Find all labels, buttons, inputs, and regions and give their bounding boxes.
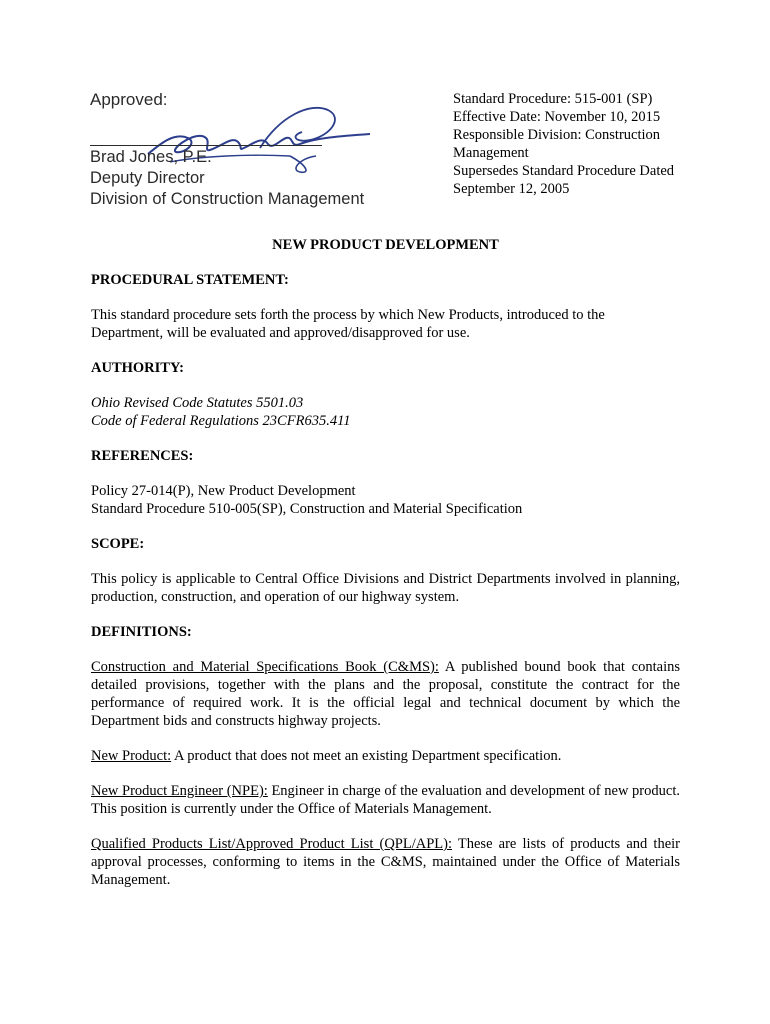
scope-heading: SCOPE: xyxy=(91,536,145,552)
definition-term: Qualified Products List/Approved Product List (QPL/APL): xyxy=(91,836,452,852)
definition-item xyxy=(91,747,680,765)
definition-text: These are lists of products and their approval processes, conforming to items in the C&MS, maintained under the Office of Materials Management. xyxy=(91,836,681,888)
definition-item xyxy=(91,835,680,889)
approver-title: Deputy Director xyxy=(90,169,205,187)
definition-text: A product that does not meet an existing Department specification. xyxy=(171,748,562,764)
approver-name: Brad Jones, P.E. xyxy=(90,148,212,166)
procedure-number: Standard Procedure: 515-001 (SP) xyxy=(453,91,653,107)
effective-date: Effective Date: November 10, 2015 xyxy=(453,109,661,125)
approval-heading: Approved: xyxy=(90,90,168,109)
authority-heading: AUTHORITY: xyxy=(91,360,184,376)
definition-term: New Product Engineer (NPE): xyxy=(91,783,268,799)
definition-item xyxy=(91,658,680,730)
definition-text: Engineer in charge of the evaluation and development of new product. This position is currently under the Office of Materials Management. xyxy=(91,783,680,817)
authority-item: Ohio Revised Code Statutes 5501.03 xyxy=(91,395,304,411)
procedural-statement-text: This standard procedure sets forth the process by which New Products, introduced to the Department, will be evaluated and approved/disapproved for use. xyxy=(91,307,605,341)
reference-item: Policy 27-014(P), New Product Development xyxy=(91,483,356,499)
authority-item: Code of Federal Regulations 23CFR635.411 xyxy=(91,413,351,429)
definition-term: New Product: xyxy=(91,748,172,764)
definitions-heading: DEFINITIONS: xyxy=(91,624,192,640)
document-body xyxy=(91,236,680,906)
approval-block xyxy=(88,86,388,216)
approver-division: Division of Construction Management xyxy=(90,190,365,208)
procedural-statement-heading: PROCEDURAL STATEMENT: xyxy=(91,272,289,288)
definition-term: Construction and Material Specifications Book (C&MS): xyxy=(91,659,439,675)
references-heading: REFERENCES: xyxy=(91,448,194,464)
authority-list xyxy=(91,394,680,430)
definition-text: A published bound book that contains detailed provisions, together with the plans and the proposal, constitute the contract for the performance of required work. It is the official legal and technical document by which the Department bids and constructs highway projects. xyxy=(91,659,681,729)
definition-item xyxy=(91,782,680,818)
signature-line xyxy=(90,145,322,146)
reference-item: Standard Procedure 510-005(SP), Construction and Material Specification xyxy=(91,501,523,517)
scope-text: This policy is applicable to Central Office Divisions and District Departments involved in planning, production, construction, and operation of our highway system. xyxy=(91,571,680,605)
supersedes-date: September 12, 2005 xyxy=(453,181,570,197)
supersedes: Supersedes Standard Procedure Dated xyxy=(453,163,675,179)
responsible-division: Responsible Division: Construction xyxy=(453,127,661,143)
responsible-division-cont: Management xyxy=(453,145,529,161)
document-title: NEW PRODUCT DEVELOPMENT xyxy=(272,237,499,253)
references-list xyxy=(91,482,680,518)
procedure-info xyxy=(453,90,703,198)
